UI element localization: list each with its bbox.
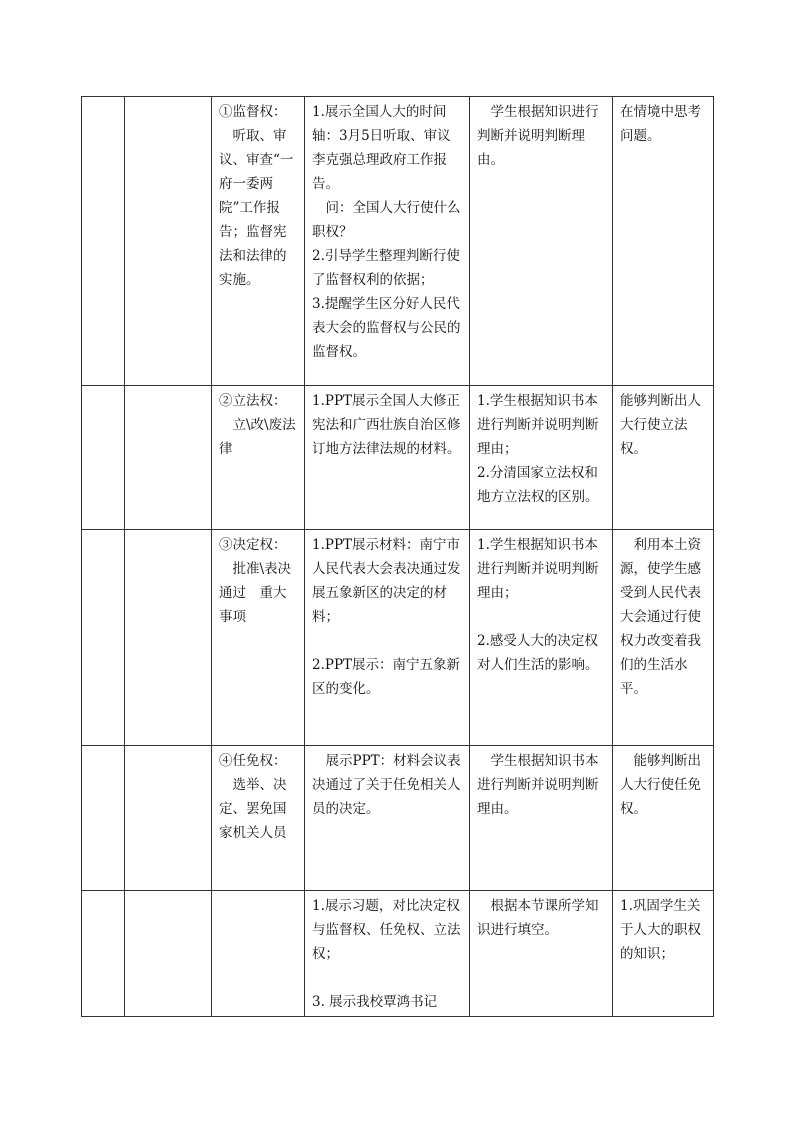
cell-text-line: 学生根据知识书本进行判断并说明判断理由。 bbox=[477, 753, 599, 817]
cell-text-line: 3. 展示我校覃鸿书记 bbox=[312, 994, 438, 1010]
cell-text-line bbox=[477, 605, 606, 629]
table-body bbox=[82, 97, 714, 1017]
table-row bbox=[82, 746, 714, 891]
cell-design-intent bbox=[613, 97, 714, 386]
cell-text-line: 根据本节课所学知识进行填空。 bbox=[477, 898, 599, 938]
cell-text-line: 问：全国人大行使什么职权？ bbox=[312, 200, 461, 240]
cell-text-line: 2.分清国家立法权和地方立法权的区别。 bbox=[477, 465, 599, 505]
cell-text-line: 利用本土资源，使学生感受到人民代表大会通过行使权力改变着我们的生活水平。 bbox=[620, 537, 701, 697]
cell-blank-2 bbox=[125, 97, 212, 386]
cell-blank-1 bbox=[82, 530, 125, 746]
cell-text-line: 在情境中思考问题。 bbox=[620, 104, 701, 144]
cell-text-line: 1.PPT展示全国人大修正宪法和广西壮族自治区修订地方法律法规的材料。 bbox=[312, 393, 461, 457]
table-row bbox=[82, 97, 714, 386]
cell-text-line bbox=[312, 966, 463, 990]
cell-power bbox=[212, 530, 305, 746]
cell-design-intent bbox=[613, 746, 714, 891]
cell-blank-1 bbox=[82, 746, 125, 891]
cell-teacher-activity bbox=[305, 386, 470, 530]
cell-text-line: 展示PPT：材料会议表决通过了关于任免相关人员的决定。 bbox=[312, 753, 461, 817]
cell-text-line: ②立法权： bbox=[219, 393, 287, 409]
cell-text-line: 2.感受人大的决定权对人们生活的影响。 bbox=[477, 633, 599, 673]
cell-student-activity bbox=[470, 97, 613, 386]
cell-text-line: ④任免权： bbox=[219, 753, 287, 769]
table-row bbox=[82, 386, 714, 530]
cell-student-activity bbox=[470, 746, 613, 891]
cell-text-line: 能够判断出人大行使立法权。 bbox=[620, 393, 701, 457]
cell-text-line: 能够判断出人大行使任免权。 bbox=[620, 753, 701, 817]
lesson-plan-table bbox=[81, 96, 714, 1017]
cell-text-line: 学生根据知识进行判断并说明判断理由。 bbox=[477, 104, 599, 168]
cell-text-line: ①监督权： bbox=[219, 104, 287, 120]
cell-power bbox=[212, 97, 305, 386]
cell-text-line: 立\改\废法律 bbox=[219, 417, 296, 457]
cell-blank-2 bbox=[125, 746, 212, 891]
cell-power bbox=[212, 746, 305, 891]
cell-text-line bbox=[312, 629, 463, 653]
cell-text-line: 2.PPT展示：南宁五象新区的变化。 bbox=[312, 657, 461, 697]
cell-student-activity bbox=[470, 386, 613, 530]
cell-text-line: 批准\表决通过 重大事项 bbox=[219, 561, 292, 625]
cell-blank-1 bbox=[82, 891, 125, 1017]
cell-text-line: 3.提醒学生区分好人民代表大会的监督权与公民的监督权。 bbox=[312, 296, 461, 360]
cell-teacher-activity bbox=[305, 530, 470, 746]
cell-text-line: 听取、审议、审查“一府一委两院”工作报告；监督宪法和法律的实施。 bbox=[219, 128, 294, 288]
cell-text-line: 1.PPT展示材料：南宁市人民代表大会表决通过发展五象新区的决定的材料； bbox=[312, 537, 461, 625]
cell-blank-1 bbox=[82, 386, 125, 530]
table-row bbox=[82, 530, 714, 746]
cell-design-intent bbox=[613, 386, 714, 530]
cell-blank-2 bbox=[125, 386, 212, 530]
cell-blank-1 bbox=[82, 97, 125, 386]
cell-text-line: 1.展示全国人大的时间轴：3月5日听取、审议李克强总理政府工作报告。 bbox=[312, 104, 451, 192]
cell-teacher-activity bbox=[305, 746, 470, 891]
cell-teacher-activity bbox=[305, 891, 470, 1017]
cell-design-intent bbox=[613, 891, 714, 1017]
cell-design-intent bbox=[613, 530, 714, 746]
cell-text-line: 选举、决定、罢免国家机关人员 bbox=[219, 777, 287, 841]
cell-teacher-activity bbox=[305, 97, 470, 386]
cell-text-line: 1.巩固学生关于人大的职权的知识； bbox=[620, 898, 701, 962]
cell-blank-2 bbox=[125, 891, 212, 1017]
table-row bbox=[82, 891, 714, 1017]
cell-blank-2 bbox=[125, 530, 212, 746]
cell-power bbox=[212, 386, 305, 530]
cell-text-line: ③决定权： bbox=[219, 537, 287, 553]
cell-text-line: 1.展示习题，对比决定权与监督权、任免权、立法权； bbox=[312, 898, 461, 962]
cell-power bbox=[212, 891, 305, 1017]
cell-student-activity bbox=[470, 530, 613, 746]
cell-text-line: 2.引导学生整理判断行使了监督权利的依据； bbox=[312, 248, 460, 288]
cell-text-line: 1.学生根据知识书本进行判断并说明判断理由； bbox=[477, 393, 599, 457]
cell-text-line: 1.学生根据知识书本进行判断并说明判断理由； bbox=[477, 537, 599, 601]
cell-student-activity bbox=[470, 891, 613, 1017]
